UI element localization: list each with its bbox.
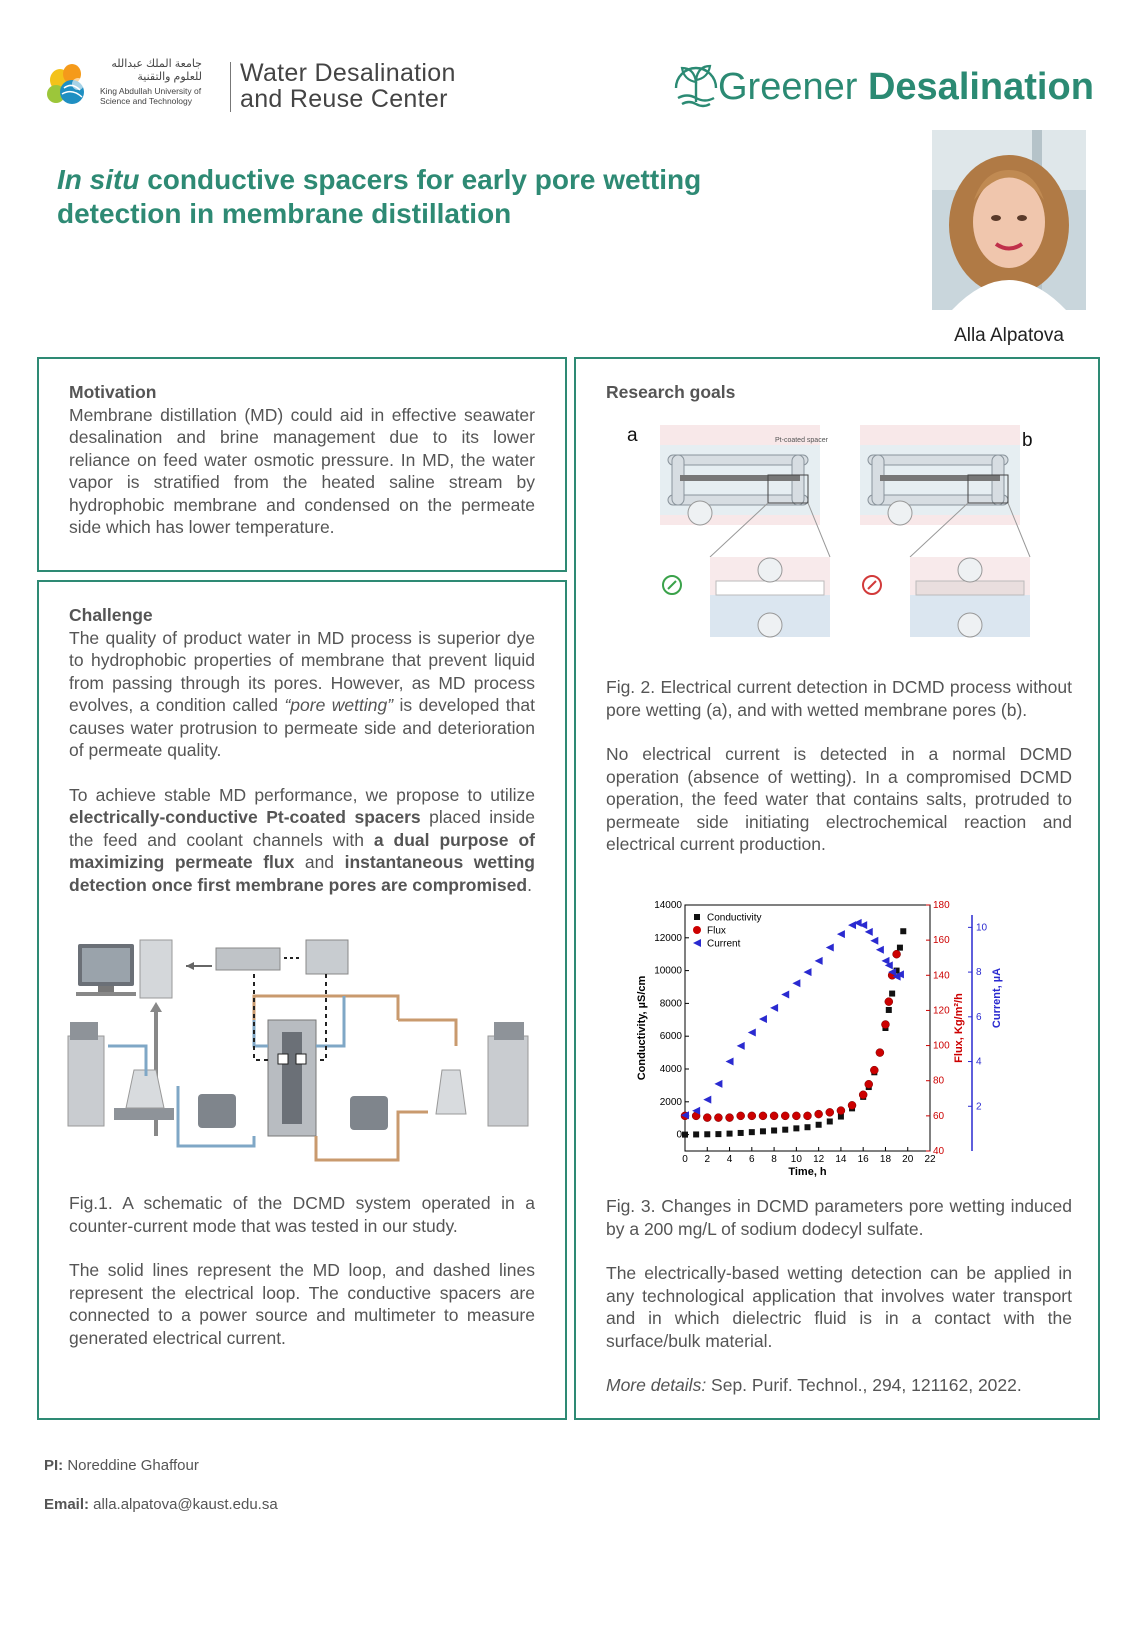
y-left-axis-label: Conductivity, µS/cm	[636, 975, 648, 1081]
legend-label: Conductivity	[707, 912, 762, 924]
center-name	[240, 60, 456, 112]
kaust-logo-icon	[42, 58, 100, 110]
flux-point	[865, 1080, 873, 1088]
x-tick-label: 20	[902, 1154, 914, 1165]
challenge-p2-bold3: instantaneous wetting detection once first membrane pores are compromised	[69, 852, 535, 895]
flux-point	[770, 1112, 778, 1120]
research-text-2	[606, 1195, 1072, 1397]
conductivity-point	[897, 945, 903, 951]
research-text-1	[606, 676, 1072, 856]
y-right1-tick-label: 180	[933, 900, 950, 911]
y-left-tick-label: 14000	[654, 900, 682, 911]
current-point	[781, 990, 789, 998]
y-left-tick-label: 4000	[659, 1064, 682, 1075]
conductivity-point	[900, 928, 906, 934]
flux-point	[792, 1112, 800, 1120]
header-divider	[230, 62, 231, 112]
x-tick-label: 8	[771, 1154, 777, 1165]
fig2-spacer-label: Pt-coated spacer	[775, 437, 828, 444]
current-point	[714, 1080, 722, 1088]
flux-point	[703, 1114, 711, 1122]
x-tick-label: 10	[790, 1154, 802, 1165]
conductivity-point	[715, 1131, 721, 1137]
x-tick-label: 14	[835, 1154, 847, 1165]
challenge-p1-italic: “pore wetting”	[284, 695, 394, 715]
flux-point	[837, 1107, 845, 1115]
fig2-spacer-illustration	[620, 425, 1090, 660]
dcmd-schematic-figure	[68, 936, 538, 1196]
fig2-caption: Fig. 2. Electrical current detection in DCMD process without pore wetting (a), and with wetted membrane pores (b).	[606, 677, 1072, 720]
fig3-chart	[636, 895, 1055, 1190]
y-right1-tick-label: 40	[933, 1146, 945, 1157]
title-italic: In situ	[57, 164, 140, 195]
flux-point	[748, 1112, 756, 1120]
flux-point	[885, 998, 893, 1006]
y-right1-tick-label: 100	[933, 1040, 950, 1052]
challenge-heading: Challenge	[69, 605, 153, 625]
y-right2-axis-label: Current, µA	[991, 967, 1003, 1029]
y-left-tick-label: 8000	[659, 998, 682, 1010]
flux-point	[859, 1091, 867, 1099]
fig2-panel-a	[660, 425, 830, 637]
conductivity-point	[738, 1130, 744, 1136]
x-tick-label: 6	[749, 1154, 755, 1165]
flux-point	[876, 1049, 884, 1057]
current-point	[876, 946, 884, 954]
y-right2-tick-label: 10	[976, 922, 988, 934]
x-tick-label: 22	[924, 1154, 936, 1165]
kaust-english-line1: King Abdullah University of	[100, 86, 202, 96]
conductivity-point	[727, 1131, 733, 1137]
current-point	[770, 1004, 778, 1012]
y-left-tick-label: 0	[676, 1129, 682, 1141]
fig2-label-b: b	[1022, 430, 1033, 451]
flux-point	[737, 1112, 745, 1120]
chart-axes	[636, 900, 1003, 1178]
fig1-caption: Fig.1. A schematic of the DCMD system operated in a counter-current mode that was tested in our study.	[69, 1193, 535, 1236]
logo-greener: Greener	[718, 66, 858, 108]
flux-point	[804, 1112, 812, 1120]
legend-swatch-current	[693, 939, 701, 947]
more-details-label: More details:	[606, 1375, 707, 1395]
x-tick-label: 16	[857, 1154, 869, 1165]
conductivity-point	[827, 1118, 833, 1124]
flux-point	[781, 1112, 789, 1120]
fig2-label-a: a	[627, 425, 638, 446]
email-label: Email:	[44, 1496, 90, 1513]
flux-point	[726, 1114, 734, 1122]
challenge-p2-b: placed inside the feed and coolant channels with	[69, 807, 535, 850]
legend-swatch-flux	[693, 926, 701, 934]
conductivity-point	[889, 991, 895, 997]
x-tick-label: 0	[682, 1154, 688, 1165]
pi-label: PI:	[44, 1457, 64, 1474]
y-left-tick-label: 6000	[659, 1031, 682, 1043]
flux-point	[870, 1066, 878, 1074]
chart-legend	[693, 913, 761, 950]
research-heading: Research goals	[606, 382, 736, 402]
fig2-panel-b	[860, 425, 1030, 637]
flux-point	[815, 1110, 823, 1118]
poster-title	[57, 163, 817, 231]
current-point	[804, 968, 812, 976]
challenge-paragraph-2	[69, 784, 535, 897]
challenge-p1-a: The quality of product water in MD process is superior dye to hydrophobic properties of membrane that prevent liquid from passing through its pores. However, as MD process evolves, a condition called	[69, 627, 535, 715]
fig1-caption-section	[69, 1192, 535, 1349]
y-right2-tick-label: 6	[976, 1011, 982, 1023]
challenge-p2-bold2: a dual purpose of maximizing permeate flux	[69, 829, 535, 872]
conductivity-point	[682, 1132, 688, 1138]
conductivity-point	[771, 1128, 777, 1134]
current-point	[703, 1096, 711, 1104]
more-details-ref: Sep. Purif. Technol., 294, 121162, 2022.	[706, 1375, 1022, 1395]
x-tick-label: 2	[704, 1154, 711, 1165]
x-tick-label: 12	[813, 1154, 825, 1165]
research-paragraph-1: No electrical current is detected in a normal DCMD operation (absence of wetting). In a compromised DCMD operation, the feed water that contains salts, protruded to permeate side initiating electrochemical reaction and electrical current production.	[606, 744, 1072, 854]
flux-point	[826, 1108, 834, 1116]
y-left-tick-label: 12000	[654, 932, 682, 944]
y-right2-tick-label: 8	[976, 967, 982, 979]
x-tick-label: 4	[726, 1154, 733, 1165]
current-point	[826, 943, 834, 951]
conductivity-point	[816, 1122, 822, 1128]
y-right1-tick-label: 160	[933, 935, 950, 947]
x-axis-label: Time, h	[788, 1166, 827, 1178]
challenge-p1-b: is developed that causes water protrusion to permeate side and deterioration of permeate quality.	[69, 695, 535, 760]
legend-label: Current	[707, 938, 741, 950]
conductivity-point	[749, 1129, 755, 1135]
current-point	[815, 957, 823, 965]
current-point	[726, 1058, 734, 1066]
challenge-p2-d: .	[527, 874, 532, 895]
challenge-p2-bold1: electrically-conductive Pt-coated spacers	[69, 807, 421, 827]
kaust-english-name	[100, 86, 230, 106]
conductivity-point	[805, 1124, 811, 1130]
current-point	[759, 1015, 767, 1023]
y-right1-axis-label: Flux, Kg/m²/h	[953, 993, 965, 1063]
challenge-paragraph-1	[69, 627, 535, 762]
challenge-p2-a: To achieve stable MD performance, we propose to utilize	[69, 784, 535, 805]
center-name-line1: Water Desalination	[240, 59, 456, 87]
conductivity-point	[782, 1127, 788, 1133]
more-details	[606, 1374, 1072, 1397]
research-paragraph-2: The electrically-based wetting detection can be applied in any technological application that involves water transport and in which dielectric fluid is in a contact with the surface/bulk material.	[606, 1263, 1072, 1351]
challenge-section	[69, 604, 535, 896]
flux-point	[848, 1101, 856, 1109]
x-tick-label: 18	[879, 1154, 892, 1165]
pi-name: Noreddine Ghaffour	[63, 1457, 199, 1474]
email-address[interactable]: alla.alpatova@kaust.edu.sa	[89, 1496, 278, 1513]
current-point	[792, 979, 800, 987]
fig3-caption: Fig. 3. Changes in DCMD parameters pore wetting induced by a 200 mg/L of sodium dodecyl sulfate.	[606, 1196, 1072, 1239]
conductivity-point	[704, 1131, 710, 1137]
y-left-tick-label: 10000	[654, 965, 682, 977]
current-point	[870, 937, 878, 945]
flux-point	[881, 1020, 889, 1028]
conductivity-point	[760, 1128, 766, 1134]
y-left-tick-label: 2000	[659, 1096, 682, 1108]
motivation-body: Membrane distillation (MD) could aid in effective seawater desalination and brine management due to its lower reliance on feed water osmotic pressure. In MD, the water vapor is stratified from the heated saline stream by hydrophobic membrane and condensed on the permeate side which has lower temperature.	[69, 404, 535, 537]
flux-point	[759, 1112, 767, 1120]
flux-point	[714, 1114, 722, 1122]
conductivity-point	[886, 1007, 892, 1013]
center-name-line2: and Reuse Center	[240, 85, 448, 113]
greener-desalination-logo	[718, 66, 1094, 109]
author-photo	[932, 130, 1086, 310]
pi-line	[44, 1457, 199, 1474]
current-point	[737, 1042, 745, 1050]
legend-label: Flux	[707, 925, 726, 937]
logo-desalination: Desalination	[867, 66, 1094, 108]
conductivity-point	[693, 1131, 699, 1137]
email-line	[44, 1496, 278, 1513]
y-right2-tick-label: 4	[976, 1056, 982, 1068]
chart-marks	[681, 919, 906, 1138]
y-right1-tick-label: 60	[933, 1110, 945, 1122]
legend-swatch-conductivity	[694, 914, 700, 920]
leaf-logo-icon	[670, 58, 722, 110]
kaust-arabic-name: جامعة الملك عبدالله للعلوم والتقنية	[111, 58, 202, 83]
title-line1: conductive spacers for early pore wetting	[139, 164, 702, 195]
current-point	[748, 1028, 756, 1036]
motivation-heading: Motivation	[69, 382, 157, 402]
y-right1-tick-label: 140	[933, 970, 950, 982]
kaust-english-line2: Science and Technology	[100, 96, 192, 106]
current-point	[837, 930, 845, 938]
conductivity-point	[793, 1125, 799, 1131]
current-point	[865, 928, 873, 936]
challenge-p2-c: and	[294, 852, 345, 872]
challenge-paragraph-3: The solid lines represent the MD loop, and dashed lines represent the electrical loop. The conductive spacers are connected to a power source and multimeter to measure generated electrical current.	[69, 1260, 535, 1348]
y-right2-tick-label: 2	[976, 1101, 982, 1113]
title-line2: detection in membrane distillation	[57, 198, 512, 229]
flux-point	[893, 950, 901, 958]
motivation-section	[69, 381, 535, 539]
y-right1-tick-label: 120	[933, 1005, 950, 1017]
author-name: Alla Alpatova	[954, 325, 1064, 346]
y-right1-tick-label: 80	[933, 1075, 945, 1087]
